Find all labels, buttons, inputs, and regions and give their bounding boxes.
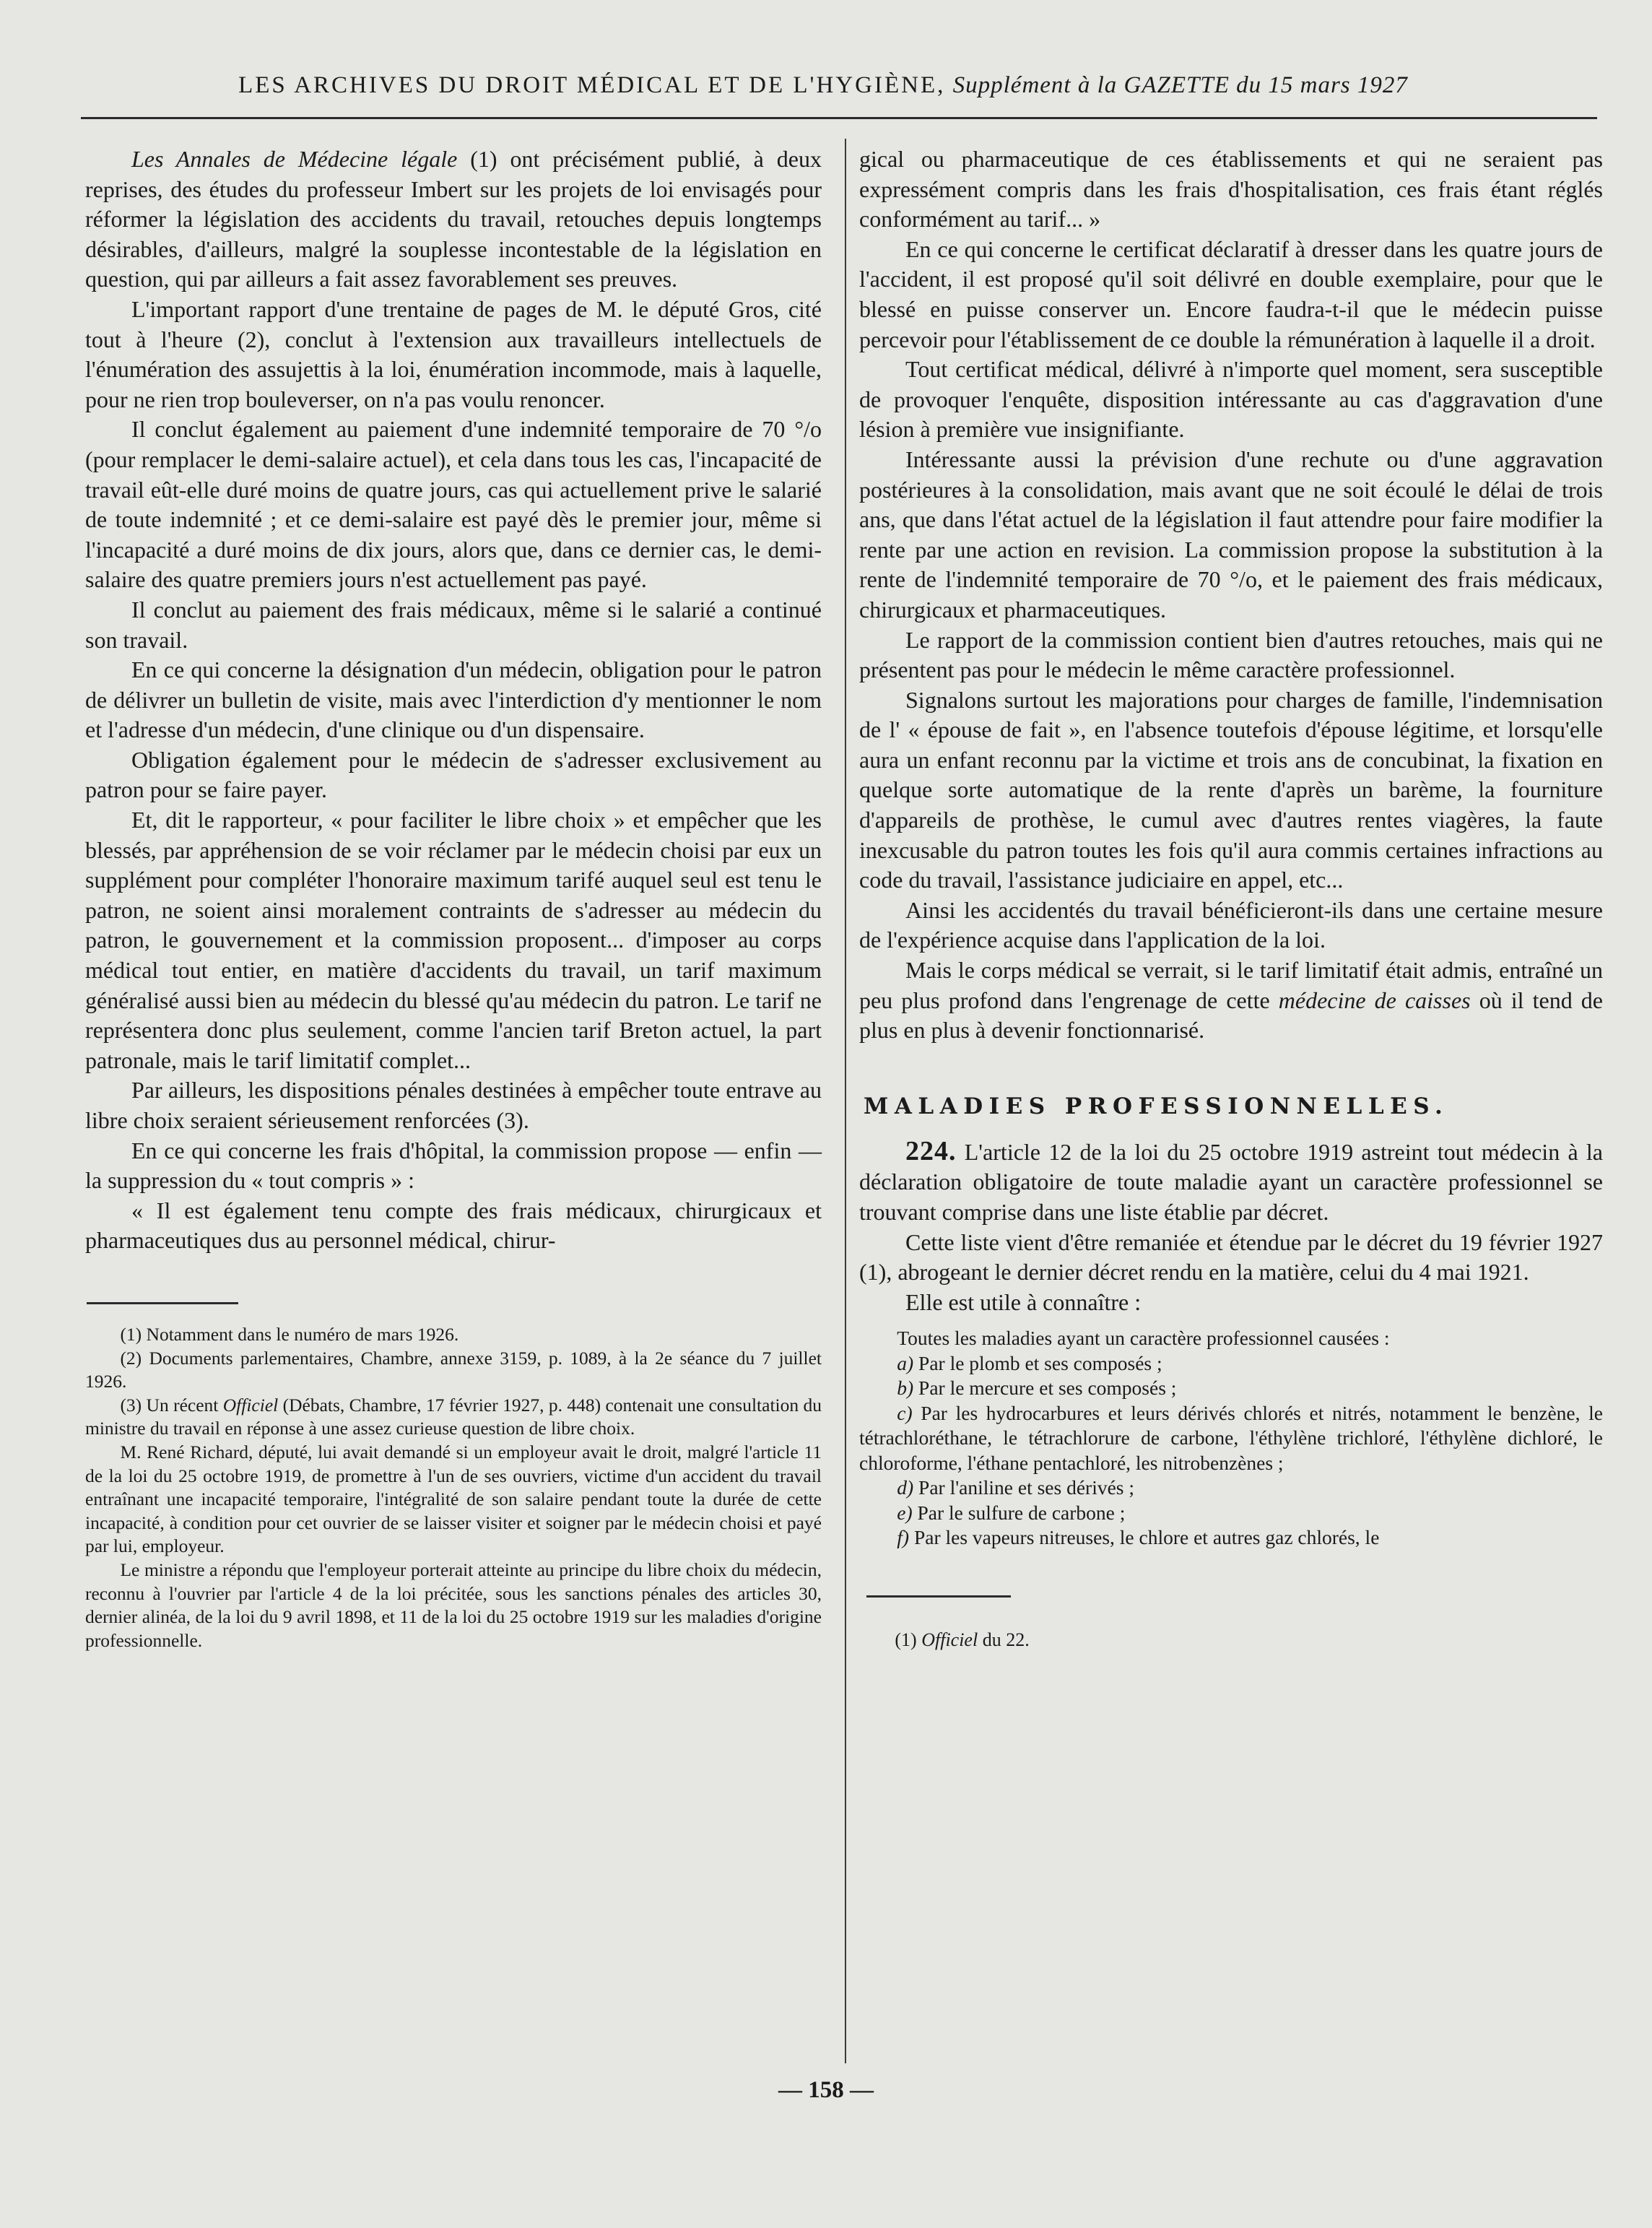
footnote-text: (3) Un récent [120, 1394, 223, 1416]
footnote-rule [866, 1595, 1011, 1598]
list-letter: b) [897, 1377, 914, 1400]
article-body [859, 1137, 1603, 1318]
paragraph: « Il est également tenu compte des frais médicaux, chirurgicaux et pharmaceutiques dus au personnel médical, chirur- [85, 1197, 822, 1254]
list-item [859, 1475, 1603, 1501]
supplement-date: Supplément à la GAZETTE du 15 mars 1927 [952, 72, 1408, 98]
paragraph: gical ou pharmaceutique de ces établissements et qui ne seraient pas expressément compris dans les frais d'hospitalisation, ces frais étant réglés conformément au tarif... » [859, 146, 1603, 233]
list-letter: e) [897, 1501, 913, 1524]
right-column [859, 144, 1603, 1652]
paragraph: Ainsi les accidentés du travail bénéficieront-ils dans une certaine mesure de l'expérience acquise dans l'application de la loi. [859, 896, 1603, 953]
paragraph [85, 144, 822, 295]
footnote [859, 1628, 1603, 1652]
footnote-text: (1) [895, 1629, 922, 1650]
footnote: (1) Notamment dans le numéro de mars 1926. [120, 1323, 459, 1345]
list-item [859, 1376, 1603, 1401]
list-item [859, 1525, 1603, 1551]
footnote-text: du 22. [978, 1629, 1030, 1650]
footnote: M. René Richard, député, lui avait demandé si un employeur avait le droit, malgré l'article 11 de la loi du 25 octobre 1919, de promettre à l'un de ses ouvriers, victime d'un accident du travail entraînant une incapacité temporaire, l'intégralité de son salaire pendant toute la durée de cette incapacité, à condition pour cet ouvrier de se laisser visiter et soigner par le médecin choisi et payé par lui, employeur. [85, 1441, 822, 1557]
list-text: Par le plomb et ses composés ; [913, 1351, 1162, 1374]
paragraph-text: Mais le corps médical se verrait, si le tarif limitatif était admis, entraîné un peu plus profond dans l'engrenage de cette [859, 957, 1603, 1013]
paragraph: En ce qui concerne les frais d'hôpital, la commission propose — enfin — la suppression du « tout compris » : [85, 1137, 822, 1194]
section-heading: MALADIES PROFESSIONNELLES. [864, 1093, 1449, 1119]
publication-title: LES ARCHIVES DU DROIT MÉDICAL ET DE L'HYGIÈNE, [238, 72, 946, 98]
footnote-text: (Débats, Chambre, 17 février 1927, p. 448) contenait une consultation du ministre du travail en réponse à une assez curieuse question de libre choix. [85, 1394, 822, 1439]
right-body [859, 144, 1603, 1046]
article-text: L'article 12 de la loi du 25 octobre 1919 astreint tout médecin à la déclaration obligatoire de toute maladie ayant un caractère professionnel se trouvant comprise dans une liste établie par décret. [859, 1138, 1603, 1225]
paragraph: Il conclut au paiement des frais médicaux, même si le salarié a continué son travail. [85, 596, 822, 653]
list-text: Par les hydrocarbures et leurs dérivés chlorés et nitrés, notamment le benzène, le tétrachloréthane, le tétrachlorure de carbone, l'éthylène trichloré, l'éthylène dichloré, le chloroforme, l'éthane pentachloré, les nitrobenzènes ; [859, 1401, 1603, 1474]
left-body [85, 144, 822, 1256]
paragraph: Signalons surtout les majorations pour charges de famille, l'indemnisation de l' « épouse de fait », en l'absence toutefois d'épouse légitime, et lorsqu'elle aura un enfant reconnu par la victime et trois ans de concubinat, la fixation en quelque sorte automatique de la rente d'après un barème, la fourniture d'appareils de prothèse, le cumul avec d'autres rentes viagères, la faute inexcusable du patron toutes les fois qu'il aura commis certaines infractions au code du travail, l'assistance judiciaire en appel, etc... [859, 686, 1603, 893]
header-rule [81, 117, 1597, 119]
emphasis-text: médecine de caisses [1278, 987, 1471, 1013]
left-column [85, 144, 822, 1652]
paragraph: Tout certificat médical, délivré à n'importe quel moment, sera susceptible de provoquer l'enquête, disposition intéressante au cas d'aggravation d'une lésion à première vue insignifiante. [859, 356, 1603, 443]
page-number: — 158 — [778, 2077, 874, 2103]
footnote: (2) Documents parlementaires, Chambre, annexe 3159, p. 1089, à la 2e séance du 7 juillet 1926. [85, 1347, 822, 1392]
paragraph: Obligation également pour le médecin de s'adresser exclusivement au patron pour se faire payer. [85, 746, 822, 803]
list-item [859, 1351, 1603, 1377]
footnote-emphasis: Officiel [222, 1394, 279, 1416]
paragraph [859, 955, 1603, 1046]
list-intro: Toutes les maladies ayant un caractère professionnel causées : [897, 1327, 1390, 1350]
paragraph: En ce qui concerne la désignation d'un médecin, obligation pour le patron de délivrer un bulletin de visite, mais avec l'interdiction d'y mentionner le nom et l'adresse d'un médecin, d'une clinique ou d'un dispensaire. [85, 656, 822, 743]
running-head [43, 72, 1603, 99]
disease-list [859, 1326, 1603, 1551]
left-footnotes [85, 1323, 822, 1652]
list-item [859, 1501, 1603, 1526]
journal-title: Les Annales de Médecine légale [131, 146, 458, 172]
article-number: 224. [905, 1135, 957, 1166]
list-text: Par le mercure et ses composés ; [913, 1377, 1177, 1400]
list-text: Par l'aniline et ses dérivés ; [913, 1476, 1135, 1499]
paragraph: Elle est utile à connaître : [905, 1288, 1142, 1315]
list-text: Par les vapeurs nitreuses, le chlore et autres gaz chlorés, le [909, 1526, 1380, 1549]
paragraph: L'important rapport d'une trentaine de pages de M. le député Gros, cité tout à l'heure (2), conclut à l'extension aux travailleurs intellectuels de l'énumération des assujettis à la loi, énumération incommode, mais à laquelle, pour ne rien trop bouleverser, on n'a pas voulu renoncer. [85, 295, 822, 412]
list-letter: a) [897, 1351, 914, 1374]
column-rule [845, 139, 846, 2063]
paragraph: Cette liste vient d'être remaniée et étendue par le décret du 19 février 1927 (1), abrogeant le dernier décret rendu en la matière, celui du 4 mai 1921. [859, 1228, 1603, 1286]
paragraph: Le rapport de la commission contient bien d'autres retouches, mais qui ne présentent pas pour le médecin le même caractère professionnel. [859, 626, 1603, 683]
footnote: Le ministre a répondu que l'employeur porterait atteinte au principe du libre choix du médecin, reconnu à l'ouvrier par l'article 4 de la loi précitée, sous les sanctions pénales des articles 30, dernier alinéa, de la loi du 9 avril 1898, et 11 de la loi du 25 octobre 1919 sur les maladies d'origine professionnelle. [85, 1559, 822, 1651]
paragraph-text: où il tend de plus en plus à devenir fonctionnarisé. [859, 987, 1603, 1044]
list-item [859, 1401, 1603, 1476]
footnote [85, 1394, 822, 1441]
list-letter: f) [897, 1526, 910, 1549]
paragraph: Et, dit le rapporteur, « pour faciliter le libre choix » et empêcher que les blessés, par appréhension de se voir réclamer par le médecin choisi par eux un supplément pour compléter l'honoraire maximum tarifé auquel seul est tenu le patron, ne soient ainsi moralement contraints de s'adresser au médecin du patron, le gouvernement et la commission proposent... d'imposer au corps médical tout entier, en matière d'accidents du travail, un tarif maximum généralisé aussi bien au médecin du blessé qu'au médecin du patron. Le tarif ne représentera donc plus seulement, comme l'ancien tarif Breton actuel, la part patronale, mais le tarif limitatif complet... [85, 807, 822, 1073]
paragraph: Par ailleurs, les dispositions pénales destinées à empêcher toute entrave au libre choix seraient sérieusement renforcées (3). [85, 1077, 822, 1133]
article-paragraph [859, 1137, 1603, 1228]
list-letter: d) [897, 1476, 914, 1499]
paragraph: En ce qui concerne le certificat déclaratif à dresser dans les quatre jours de l'accident, il est proposé qu'il soit délivré en double exemplaire, pour que le blessé en puisse conserver un. Encore faudra-t-il que le médecin puisse percevoir pour l'établissement de ce double la rémunération à laquelle il a droit. [859, 235, 1603, 352]
paragraph: Intéressante aussi la prévision d'une rechute ou d'une aggravation postérieures à la consolidation, mais avant que ne soit écoulé le délai de trois ans, que dans l'état actuel de la législation il faut attendre pour faire modifier la rente par une action en revision. La commission propose la substitution à la rente de l'indemnité temporaire de 70 °/o, et le paiement des frais médicaux, chirurgicaux et pharmaceutiques. [859, 446, 1603, 623]
list-text: Par le sulfure de carbone ; [912, 1501, 1126, 1524]
paragraph: Il conclut également au paiement d'une indemnité temporaire de 70 °/o (pour remplacer le demi-salaire actuel), et cela dans tous les cas, l'incapacité de travail eût-elle duré moins de quatre jours, cas qui actuellement prive le salarié de toute indemnité ; et ce demi-salaire est payé dès le premier jour, même si l'incapacité a duré moins de dix jours, alors que, dans ce dernier cas, le demi-salaire des quatre premiers jours n'est actuellement pas payé. [85, 416, 822, 593]
footnote-rule [87, 1302, 238, 1304]
footnote-emphasis: Officiel [921, 1629, 978, 1650]
list-letter: c) [897, 1401, 913, 1424]
paragraph-text: (1) ont précisément publié, à deux reprises, des études du professeur Imbert sur les projets de loi envisagés pour réformer la législation des accidents du travail, retouches depuis longtemps désirables, d'ailleurs, malgré la souplesse incontestable de la législation en question, qui par ailleurs a fait assez favorablement ses preuves. [85, 146, 822, 292]
